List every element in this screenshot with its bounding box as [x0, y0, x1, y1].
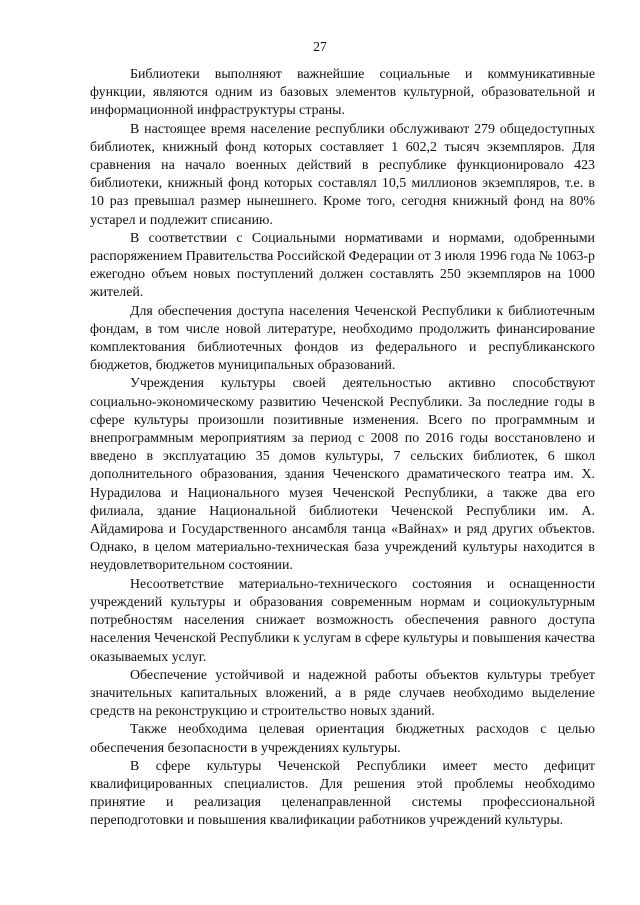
paragraph-specialist-deficit: В сфере культуры Чеченской Республики имеет место дефицит квалифицированных специалистов. Для решения этой проблемы необходимо принятие и реализация целенаправленной системы профессиональной переподготовки и повышения квалификации работников учреждений культуры.	[90, 758, 595, 829]
page-number: 27	[313, 39, 327, 54]
paragraph-budget-security: Также необходима целевая ориентация бюджетных расходов с целью обеспечения безопасности в учреждениях культуры.	[90, 722, 595, 756]
paragraph-library-access: Для обеспечения доступа населения Чеченской Республики к библиотечным фондам, в том числе новой литературе, необходимо продолжить финансирование комплектования библиотечных фондов из федерального и республиканского бюджетов, бюджетов муниципальных образований.	[90, 303, 595, 374]
paragraph-capital-investment: Обеспечение устойчивой и надежной работы объектов культуры требует значительных капитальных вложений, а в ряде случаев необходимо выделение средств на реконструкцию и строительство новых зданий.	[90, 667, 595, 720]
body-text	[90, 66, 595, 831]
paragraph-library-count: В настоящее время население республики обслуживают 279 общедоступных библиотек, книжный фонд которых составляет 1 602,2 тысяч экземпляров. Для сравнения на начало военных действий в республике функционировало 423 библиотеки, книжный фонд которых составлял 10,5 миллионов экземпляров, т.е. в 10 раз превышал размер нынешнего. Кроме того, сегодня книжный фонд на 80% устарел и подлежит списанию.	[90, 121, 595, 228]
paragraph-libraries-functions: Библиотеки выполняют важнейшие социальные и коммуникативные функции, являются одним из базовых элементов культурной, образовательной и информационной инфраструктуры страны.	[90, 67, 595, 119]
paragraph-social-norms: В соответствии с Социальными нормативами и нормами, одобренными распоряжением Правительства Российской Федерации от 3 июля 1996 года № 1063-р ежегодно объем новых поступлений должен составлять 250 экземпляров на 1000 жителей.	[90, 230, 595, 301]
paragraph-culture-institutions: Учреждения культуры своей деятельностью активно способствуют социально-экономическому развитию Чеченской Республики. За последние годы в сфере культуры произошли позитивные изменения. Всего по программным и внепрограммным мероприятиям за период с 2008 по 2016 годы восстановлено и введено в эксплуатацию 35 домов культуры, 7 сельских библиотек, 6 школ дополнительного образования, здания Чеченского драматического театра им. Х. Нурадилова и Национального музея Чеченской Республики, а также два его филиала, здание Национальной библиотеки Чеченской Республики им. А. Айдамирова и Государственного ансамбля танца «Вайнах» и ряд других объектов. Однако, в целом материально-техническая база учреждений культуры находится в неудовлетворительном состоянии.	[90, 376, 595, 574]
paragraph-material-discrepancy: Несоответствие материально-технического состояния и оснащенности учреждений культуры и образования современным нормам и социокультурным потребностям населения снижает возможность обеспечения равного доступа населения Чеченской Республики к услугам в сфере культуры и повышения качества оказываемых услуг.	[90, 576, 595, 665]
